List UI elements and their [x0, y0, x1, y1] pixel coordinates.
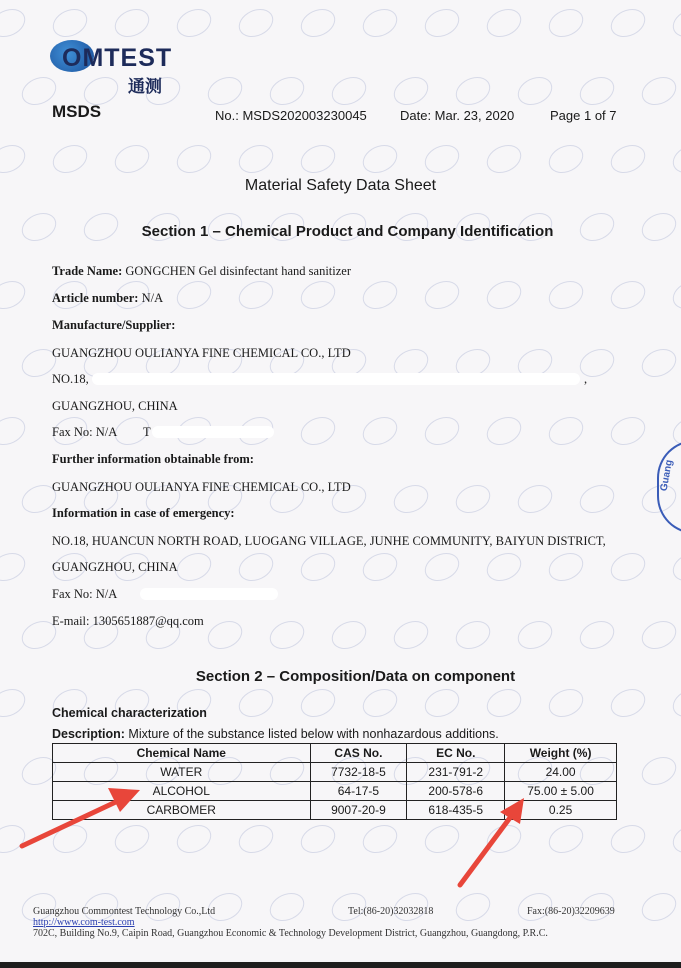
page-title: Material Safety Data Sheet: [244, 177, 437, 194]
table-cell: 200-578-6: [407, 782, 505, 801]
fax-line-2: Fax No: N/A: [52, 587, 118, 601]
emergency-address: NO.18, HUANCUN NORTH ROAD, LUOGANG VILLAGE, JUNHE COMMUNITY, BAIYUN DISTRICT,: [52, 534, 606, 548]
column-header: CAS No.: [310, 744, 407, 763]
table-cell: CARBOMER: [53, 801, 311, 820]
table-cell: WATER: [53, 763, 311, 782]
table-cell: 0.25: [505, 801, 617, 820]
doc-type: MSDS: [52, 102, 102, 121]
logo-name: OMTEST: [62, 44, 173, 72]
footer-url-link[interactable]: http://www.com-test.com: [33, 917, 135, 928]
table-cell: 75.00 ± 5.00: [505, 782, 617, 801]
trade-name-value: GONGCHEN Gel disinfectant hand sanitizer: [122, 264, 351, 278]
emergency-label: Information in case of emergency:: [52, 506, 235, 520]
table-cell: 64-17-5: [310, 782, 407, 801]
company-name-2: GUANGZHOU OULIANYA FINE CHEMICAL CO., LTD: [52, 480, 351, 494]
logo-chinese: 通测: [128, 77, 162, 97]
doc-number: No.: MSDS202003230045: [215, 108, 367, 123]
fax-line-1: Fax No: N/A: [52, 425, 118, 439]
table-cell: ALCOHOL: [53, 782, 311, 801]
city-line: GUANGZHOU, CHINA: [52, 399, 178, 413]
city-line-2: GUANGZHOU, CHINA: [52, 560, 178, 574]
column-header: Weight (%): [505, 744, 617, 763]
arrow-to-alcohol-icon: [22, 788, 140, 846]
description-value: Mixture of the substance listed below with nonhazardous additions.: [124, 727, 499, 741]
chemical-characterization-heading: Chemical characterization: [52, 706, 207, 720]
manufacturer-label: Manufacture/Supplier:: [52, 318, 176, 332]
footer-url-wrap: [33, 917, 135, 928]
table-cell: 618-435-5: [407, 801, 505, 820]
company-name: GUANGZHOU OULIANYA FINE CHEMICAL CO., LTD: [52, 346, 351, 360]
page-indicator: Page 1 of 7: [550, 108, 617, 123]
table-cell: 24.00: [505, 763, 617, 782]
table-cell: 231-791-2: [407, 763, 505, 782]
address-end: ,: [584, 372, 588, 386]
table-cell: 9007-20-9: [310, 801, 407, 820]
doc-date: Date: Mar. 23, 2020: [400, 108, 515, 123]
email-line: E-mail: 1305651887@qq.com: [52, 614, 204, 628]
section2-heading: Section 2 – Composition/Data on component: [195, 668, 516, 685]
footer-tel: Tel:(86-20)32032818: [348, 906, 434, 917]
tel-line-1: T: [143, 425, 151, 439]
footer-address: 702C, Building No.9, Caipin Road, Guangzhou Economic & Technology Development District, Guangzhou, Guangdong, P.R.C.: [33, 928, 548, 939]
article-number-value: N/A: [138, 291, 164, 305]
arrow-to-weight-icon: [460, 798, 524, 885]
column-header: Chemical Name: [53, 744, 311, 763]
section1-heading: Section 1 – Chemical Product and Company Identification: [141, 223, 554, 240]
description-label: Description:: [52, 727, 125, 741]
address-start: NO.18,: [52, 372, 89, 386]
table-cell: 7732-18-5: [310, 763, 407, 782]
column-header: EC No.: [407, 744, 505, 763]
trade-name-label: Trade Name:: [52, 264, 123, 278]
article-number-label: Article number:: [52, 291, 139, 305]
scan-edge: [0, 962, 681, 968]
further-info-label: Further information obtainable from:: [52, 452, 254, 466]
stamp-text: Guang: [658, 458, 676, 493]
footer-fax: Fax:(86-20)32209639: [527, 906, 615, 917]
footer-company: Guangzhou Commontest Technology Co.,Ltd: [33, 906, 216, 917]
